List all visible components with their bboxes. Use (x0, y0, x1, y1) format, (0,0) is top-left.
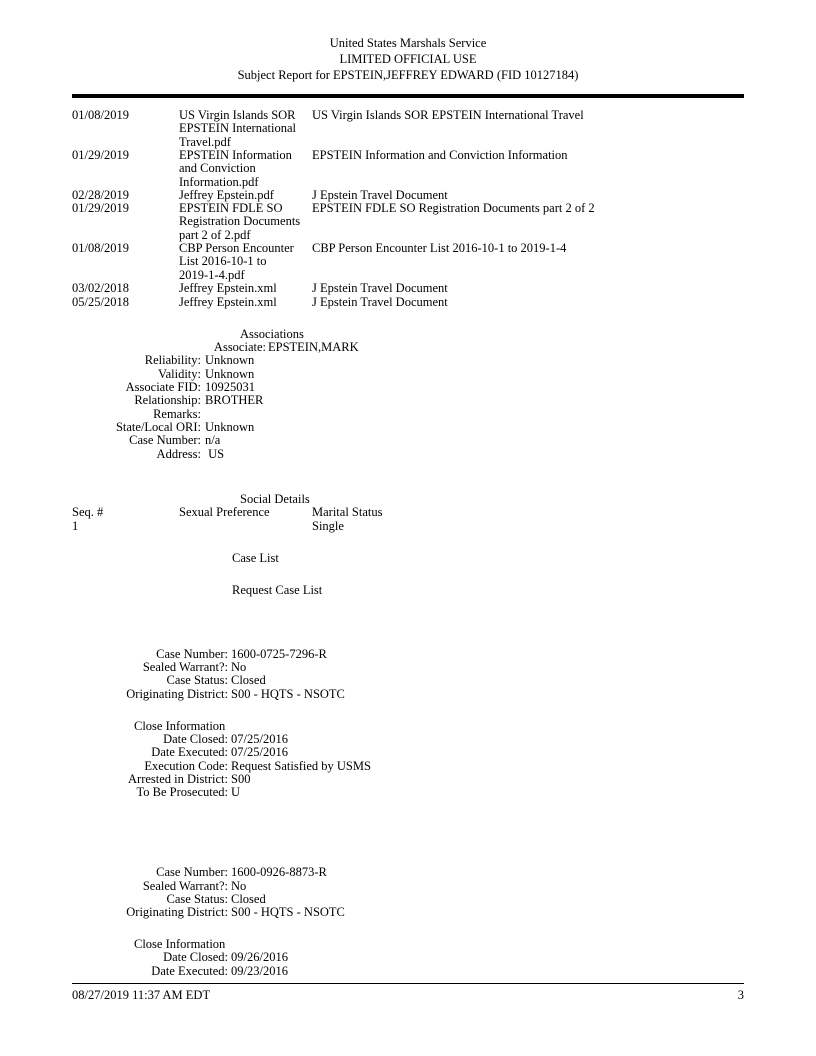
case-field-label: Sealed Warrant?: (142, 879, 228, 893)
case-field-label: Originating District: (126, 687, 228, 701)
doc-date: 03/02/2018 (72, 281, 129, 295)
close-field-value: S00 (231, 772, 251, 786)
field-label: Remarks: (153, 407, 201, 421)
field-value: BROTHER (205, 393, 264, 407)
doc-desc: J Epstein Travel Document (312, 188, 448, 202)
close-information-title: Close Information (134, 937, 226, 951)
close-field-label: Date Executed: (151, 964, 228, 978)
case-field-label: Case Number: (156, 647, 228, 661)
close-field-value: U (231, 785, 241, 799)
page-number: 3 (737, 988, 744, 1002)
field-value: Unknown (205, 353, 255, 367)
row-marital-status: Single (312, 519, 344, 533)
header-agency: United States Marshals Service (329, 36, 487, 50)
social-title: Social Details (240, 492, 310, 506)
request-case-list-title: Request Case List (232, 583, 323, 597)
col-header-sexual-preference: Sexual Preference (179, 505, 270, 519)
doc-desc: CBP Person Encounter List 2016-10-1 to 2019-1-4 (312, 241, 567, 255)
field-label: Case Number: (129, 433, 201, 447)
header-rule (72, 94, 744, 98)
field-label: Reliability: (144, 353, 201, 367)
doc-desc: J Epstein Travel Document (312, 295, 448, 309)
field-value: Unknown (205, 367, 255, 381)
associate-label: Associate: (213, 340, 266, 354)
doc-file: CBP Person Encounter List 2016-10-1 to 2019-1-4.pdf (179, 241, 294, 282)
doc-desc: US Virgin Islands SOR EPSTEIN International Travel (312, 108, 584, 122)
doc-date: 02/28/2019 (72, 188, 129, 202)
field-value: n/a (205, 433, 221, 447)
doc-file: EPSTEIN FDLE SO Registration Documents part 2 of 2.pdf (179, 201, 301, 242)
case-field-value: S00 - HQTS - NSOTC (231, 687, 345, 701)
case-field-value: No (231, 660, 247, 674)
close-field-value: Request Satisfied by USMS (231, 759, 371, 773)
case-field-value: 1600-0926-8873-R (231, 865, 327, 879)
col-header-marital-status: Marital Status (312, 505, 383, 519)
doc-file: Jeffrey Epstein.xml (179, 295, 277, 309)
doc-desc: EPSTEIN Information and Conviction Information (312, 148, 568, 162)
close-field-value: 07/25/2016 (231, 745, 288, 759)
header-classification: LIMITED OFFICIAL USE (339, 52, 477, 66)
case-field-label: Originating District: (126, 905, 228, 919)
doc-date: 01/08/2019 (72, 241, 129, 255)
field-label: Validity: (157, 367, 201, 381)
case-field-label: Case Number: (156, 865, 228, 879)
case-list-title: Case List (232, 551, 279, 565)
doc-date: 01/29/2019 (72, 201, 129, 215)
associations-title: Associations (240, 327, 304, 341)
footer-rule (72, 983, 744, 984)
doc-date: 01/29/2019 (72, 148, 129, 162)
case-field-label: Case Status: (166, 673, 228, 687)
case-field-label: Sealed Warrant?: (142, 660, 228, 674)
header-report-title: Subject Report for EPSTEIN,JEFFREY EDWARD (FID 10127184) (237, 68, 579, 82)
close-field-value: 07/25/2016 (231, 732, 288, 746)
footer-timestamp: 08/27/2019 11:37 AM EDT (72, 988, 211, 1002)
close-field-label: To Be Prosecuted: (136, 785, 228, 799)
row-seq: 1 (72, 519, 79, 533)
field-label: Address: (156, 447, 201, 461)
doc-desc: EPSTEIN FDLE SO Registration Documents part 2 of 2 (312, 201, 595, 215)
case-field-value: Closed (231, 673, 266, 687)
case-field-value: No (231, 879, 247, 893)
close-field-label: Date Closed: (163, 732, 228, 746)
doc-file: Jeffrey Epstein.xml (179, 281, 277, 295)
close-field-value: 09/23/2016 (231, 964, 288, 978)
field-label: Associate FID: (125, 380, 201, 394)
field-value: Unknown (205, 420, 255, 434)
field-label: Relationship: (134, 393, 201, 407)
doc-file: Jeffrey Epstein.pdf (179, 188, 274, 202)
doc-date: 05/25/2018 (72, 295, 129, 309)
field-value: US (205, 447, 225, 461)
doc-file: EPSTEIN Information and Conviction Information.pdf (179, 148, 292, 189)
case-field-value: S00 - HQTS - NSOTC (231, 905, 345, 919)
field-value: 10925031 (205, 380, 255, 394)
doc-file: US Virgin Islands SOR EPSTEIN International Travel.pdf (179, 108, 296, 149)
case-field-value: 1600-0725-7296-R (231, 647, 327, 661)
case-field-value: Closed (231, 892, 266, 906)
associate-value: EPSTEIN,MARK (268, 340, 359, 354)
case-field-label: Case Status: (166, 892, 228, 906)
doc-date: 01/08/2019 (72, 108, 129, 122)
close-field-value: 09/26/2016 (231, 950, 288, 964)
doc-desc: J Epstein Travel Document (312, 281, 448, 295)
close-information-title: Close Information (134, 719, 226, 733)
close-field-label: Arrested in District: (128, 772, 228, 786)
field-label: State/Local ORI: (115, 420, 201, 434)
close-field-label: Date Closed: (163, 950, 228, 964)
close-field-label: Date Executed: (151, 745, 228, 759)
close-field-label: Execution Code: (144, 759, 228, 773)
col-header-seq: Seq. # (72, 505, 104, 519)
